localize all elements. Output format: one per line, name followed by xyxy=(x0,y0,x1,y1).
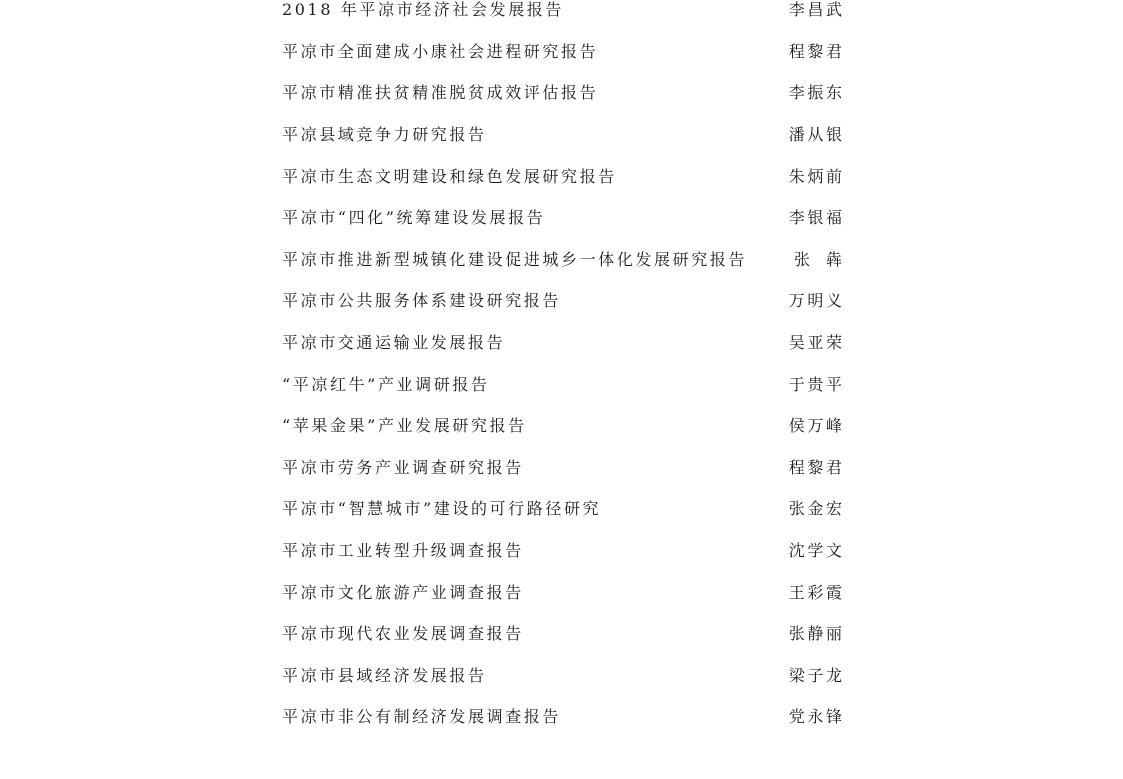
toc-entry-author: 侯万峰 xyxy=(788,416,845,436)
toc-entry-title: 平凉市劳务产业调查研究报告 xyxy=(282,457,524,477)
toc-entry-title: 平凉市公共服务体系建设研究报告 xyxy=(282,291,562,311)
toc-entry-author: 吴亚荣 xyxy=(788,333,845,353)
toc-entry[interactable] xyxy=(282,0,845,30)
toc-entry-author: 程黎君 xyxy=(788,41,845,61)
toc-entry-title: 平凉市“智慧城市”建设的可行路径研究 xyxy=(282,499,602,519)
toc-entry-author: 朱炳前 xyxy=(788,166,845,186)
toc-entry-title: 平凉市推进新型城镇化建设促进城乡一体化发展研究报告 xyxy=(282,249,748,269)
toc-entry-title: 平凉市“四化”统筹建设发展报告 xyxy=(282,208,546,228)
toc-entry-author: 梁子龙 xyxy=(788,665,845,685)
toc-entry[interactable] xyxy=(282,279,845,321)
toc-entry[interactable] xyxy=(282,446,845,488)
toc-entry-title: 平凉市交通运输业发展报告 xyxy=(282,333,506,353)
toc-entry[interactable] xyxy=(282,30,845,72)
toc-entry-title: 平凉市文化旅游产业调查报告 xyxy=(282,582,524,602)
toc-entry-author: 张金宏 xyxy=(788,499,845,519)
toc-entry-title: 平凉市生态文明建设和绿色发展研究报告 xyxy=(282,166,617,186)
toc-entry-title: 平凉市全面建成小康社会进程研究报告 xyxy=(282,41,599,61)
toc-entry[interactable] xyxy=(282,238,842,280)
toc-entry[interactable] xyxy=(282,362,845,404)
toc-entry-author: 王彩霞 xyxy=(788,582,845,602)
table-of-contents xyxy=(282,0,845,737)
toc-entry[interactable] xyxy=(282,654,845,696)
toc-entry[interactable] xyxy=(282,71,845,113)
toc-entry-author: 张静丽 xyxy=(788,624,845,644)
toc-entry[interactable] xyxy=(282,154,845,196)
toc-entry-author: 沈学文 xyxy=(788,541,845,561)
toc-entry[interactable] xyxy=(282,113,845,155)
toc-entry-title: 平凉市现代农业发展调查报告 xyxy=(282,624,524,644)
toc-entry[interactable] xyxy=(282,529,845,571)
toc-entry-author: 潘从银 xyxy=(788,125,845,145)
toc-entry[interactable] xyxy=(282,487,845,529)
toc-entry-title: 2018 年平凉市经济社会发展报告 xyxy=(282,0,565,20)
toc-entry[interactable] xyxy=(282,695,845,737)
toc-entry-title: 平凉市非公有制经济发展调查报告 xyxy=(282,707,562,727)
toc-entry-author: 李银福 xyxy=(788,208,845,228)
toc-entry-title: “苹果金果”产业发展研究报告 xyxy=(282,416,527,436)
toc-entry-author: 于贵平 xyxy=(788,374,845,394)
toc-entry-author: 万明义 xyxy=(788,291,845,311)
toc-entry-author: 李振东 xyxy=(788,83,845,103)
toc-entry-title: 平凉县域竞争力研究报告 xyxy=(282,125,487,145)
toc-entry[interactable] xyxy=(282,321,845,363)
toc-entry-author: 张 犇 xyxy=(793,249,842,269)
toc-entry-title: 平凉市县域经济发展报告 xyxy=(282,665,487,685)
toc-entry[interactable] xyxy=(282,404,845,446)
toc-entry[interactable] xyxy=(282,612,845,654)
toc-entry-author: 党永锋 xyxy=(788,707,845,727)
toc-entry-title: 平凉市精准扶贫精准脱贫成效评估报告 xyxy=(282,83,599,103)
toc-entry-title: 平凉市工业转型升级调查报告 xyxy=(282,541,524,561)
toc-entry-author: 程黎君 xyxy=(788,457,845,477)
toc-entry[interactable] xyxy=(282,196,845,238)
toc-entry[interactable] xyxy=(282,570,845,612)
toc-entry-title: “平凉红牛”产业调研报告 xyxy=(282,374,490,394)
toc-entry-author: 李昌武 xyxy=(788,0,845,20)
